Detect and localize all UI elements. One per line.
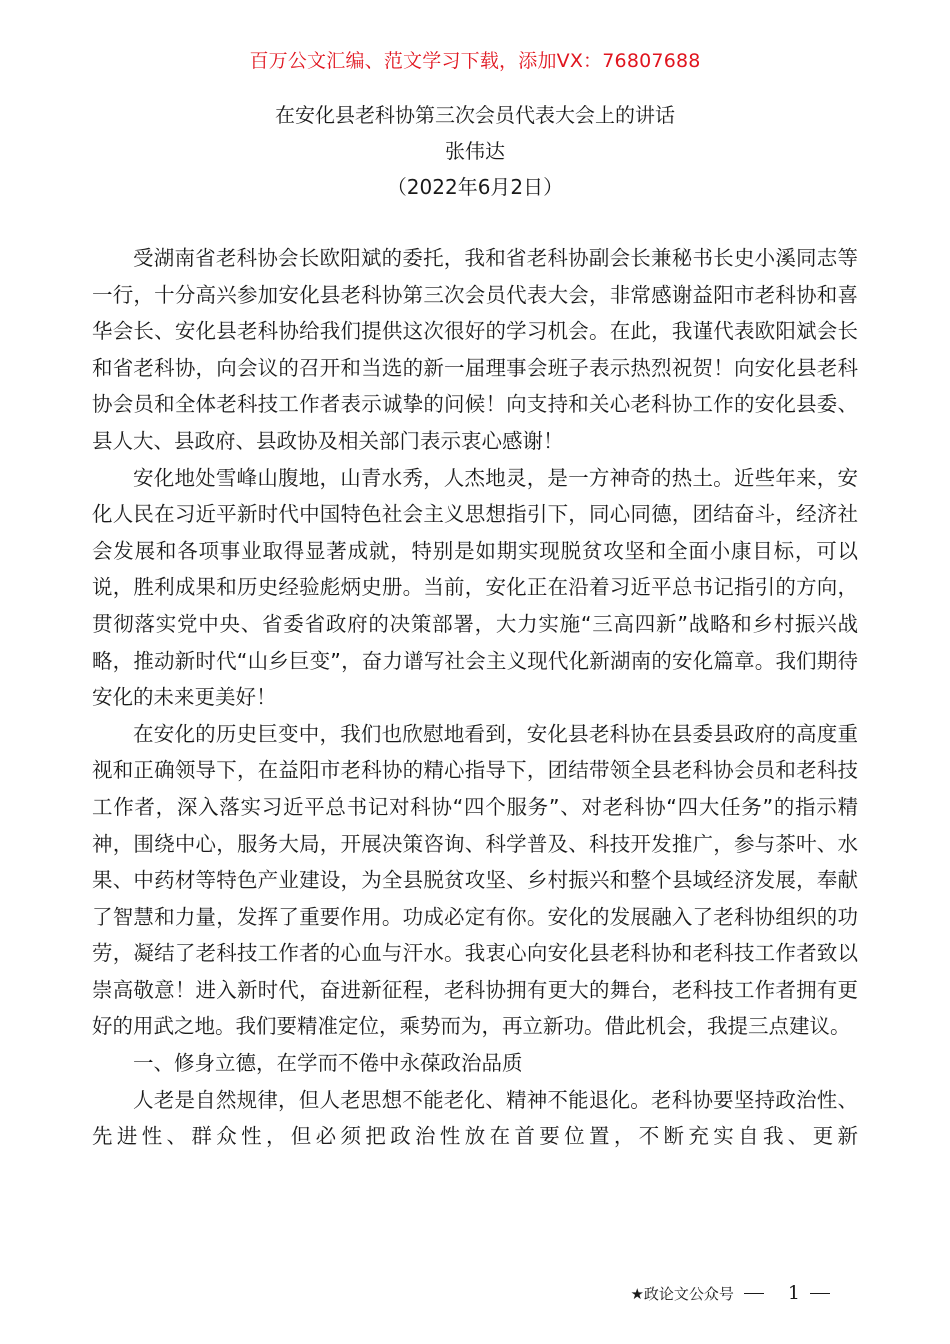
page-number: 1 (787, 1282, 800, 1304)
paragraph-3: 在安化的历史巨变中，我们也欣慰地看到，安化县老科协在县委县政府的高度重视和正确领导下，在益阳市老科协的精心指导下，团结带领全县老科协会员和老科技工作者，深入落实习近平总书记对科协“四个服务”、对老科协“四大任务”的指示精神，围绕中心，服务大局，开展决策咨询、科学普及、科技开发推广，参与茶叶、水果、中药材等特色产业建设，为全县脱贫攻坚、乡村振兴和整个县域经济发展，奉献了智慧和力量，发挥了重要作用。功成必定有你。安化的发展融入了老科协组织的功劳，凝结了老科技工作者的心血与汗水。我衷心向安化县老科协和老科技工作者致以崇高敬意！进入新时代，奋进新征程，老科协拥有更大的舞台，老科技工作者拥有更好的用武之地。我们要精准定位，乘势而为，再立新功。借此机会，我提三点建议。 (92, 721, 858, 1039)
footer-dash-right (810, 1293, 830, 1294)
section-heading-1: 一、修身立德，在学而不倦中永葆政治品质 (133, 1051, 523, 1076)
paragraph-2: 安化地处雪峰山腹地，山青水秀，人杰地灵，是一方神奇的热土。近些年来，安化人民在习近平新时代中国特色社会主义思想指引下，同心同德，团结奋斗，经济社会发展和各项事业取得显著成就，特别是如期实现脱贫攻坚和全面小康目标，可以说，胜利成果和历史经验彪炳史册。当前，安化正在沿着习近平总书记指引的方向，贯彻落实党中央、省委省政府的决策部署，大力实施“三高四新”战略和乡村振兴战略，推动新时代“山乡巨变”，奋力谱写社会主义现代化新湖南的安化篇章。我们期待安化的未来更美好！ (92, 465, 858, 710)
paragraph-4: 人老是自然规律，但人老思想不能老化、精神不能退化。老科协要坚持政治性、先进性、群众性，但必须把政治性放在首要位置，不断充实自我、更新 (92, 1087, 858, 1149)
footer-dash-left (744, 1293, 764, 1294)
footer-source: ★政论文公众号 (630, 1284, 734, 1303)
page-footer (630, 1282, 840, 1304)
speech-author: 张伟达 (445, 139, 505, 163)
body-text (92, 240, 858, 1155)
paragraph-1: 受湖南省老科协会长欧阳斌的委托，我和省老科协副会长兼秘书长史小溪同志等一行，十分高兴参加安化县老科协第三次会员代表大会，非常感谢益阳市老科协和喜华会长、安化县老科协给我们提供这次很好的学习机会。在此，我谨代表欧阳斌会长和省老科协，向会议的召开和当选的新一届理事会班子表示热烈祝贺！向安化县老科协会员和全体老科技工作者表示诚挚的问候！向支持和关心老科协工作的安化县委、县人大、县政府、县政协及相关部门表示衷心感谢！ (92, 246, 858, 453)
title-block (0, 97, 950, 205)
speech-title: 在安化县老科协第三次会员代表大会上的讲话 (275, 103, 675, 127)
promo-banner: 百万公文汇编、范文学习下载，添加VX：76807688 (249, 50, 701, 72)
speech-date: （2022年6月2日） (386, 175, 564, 199)
